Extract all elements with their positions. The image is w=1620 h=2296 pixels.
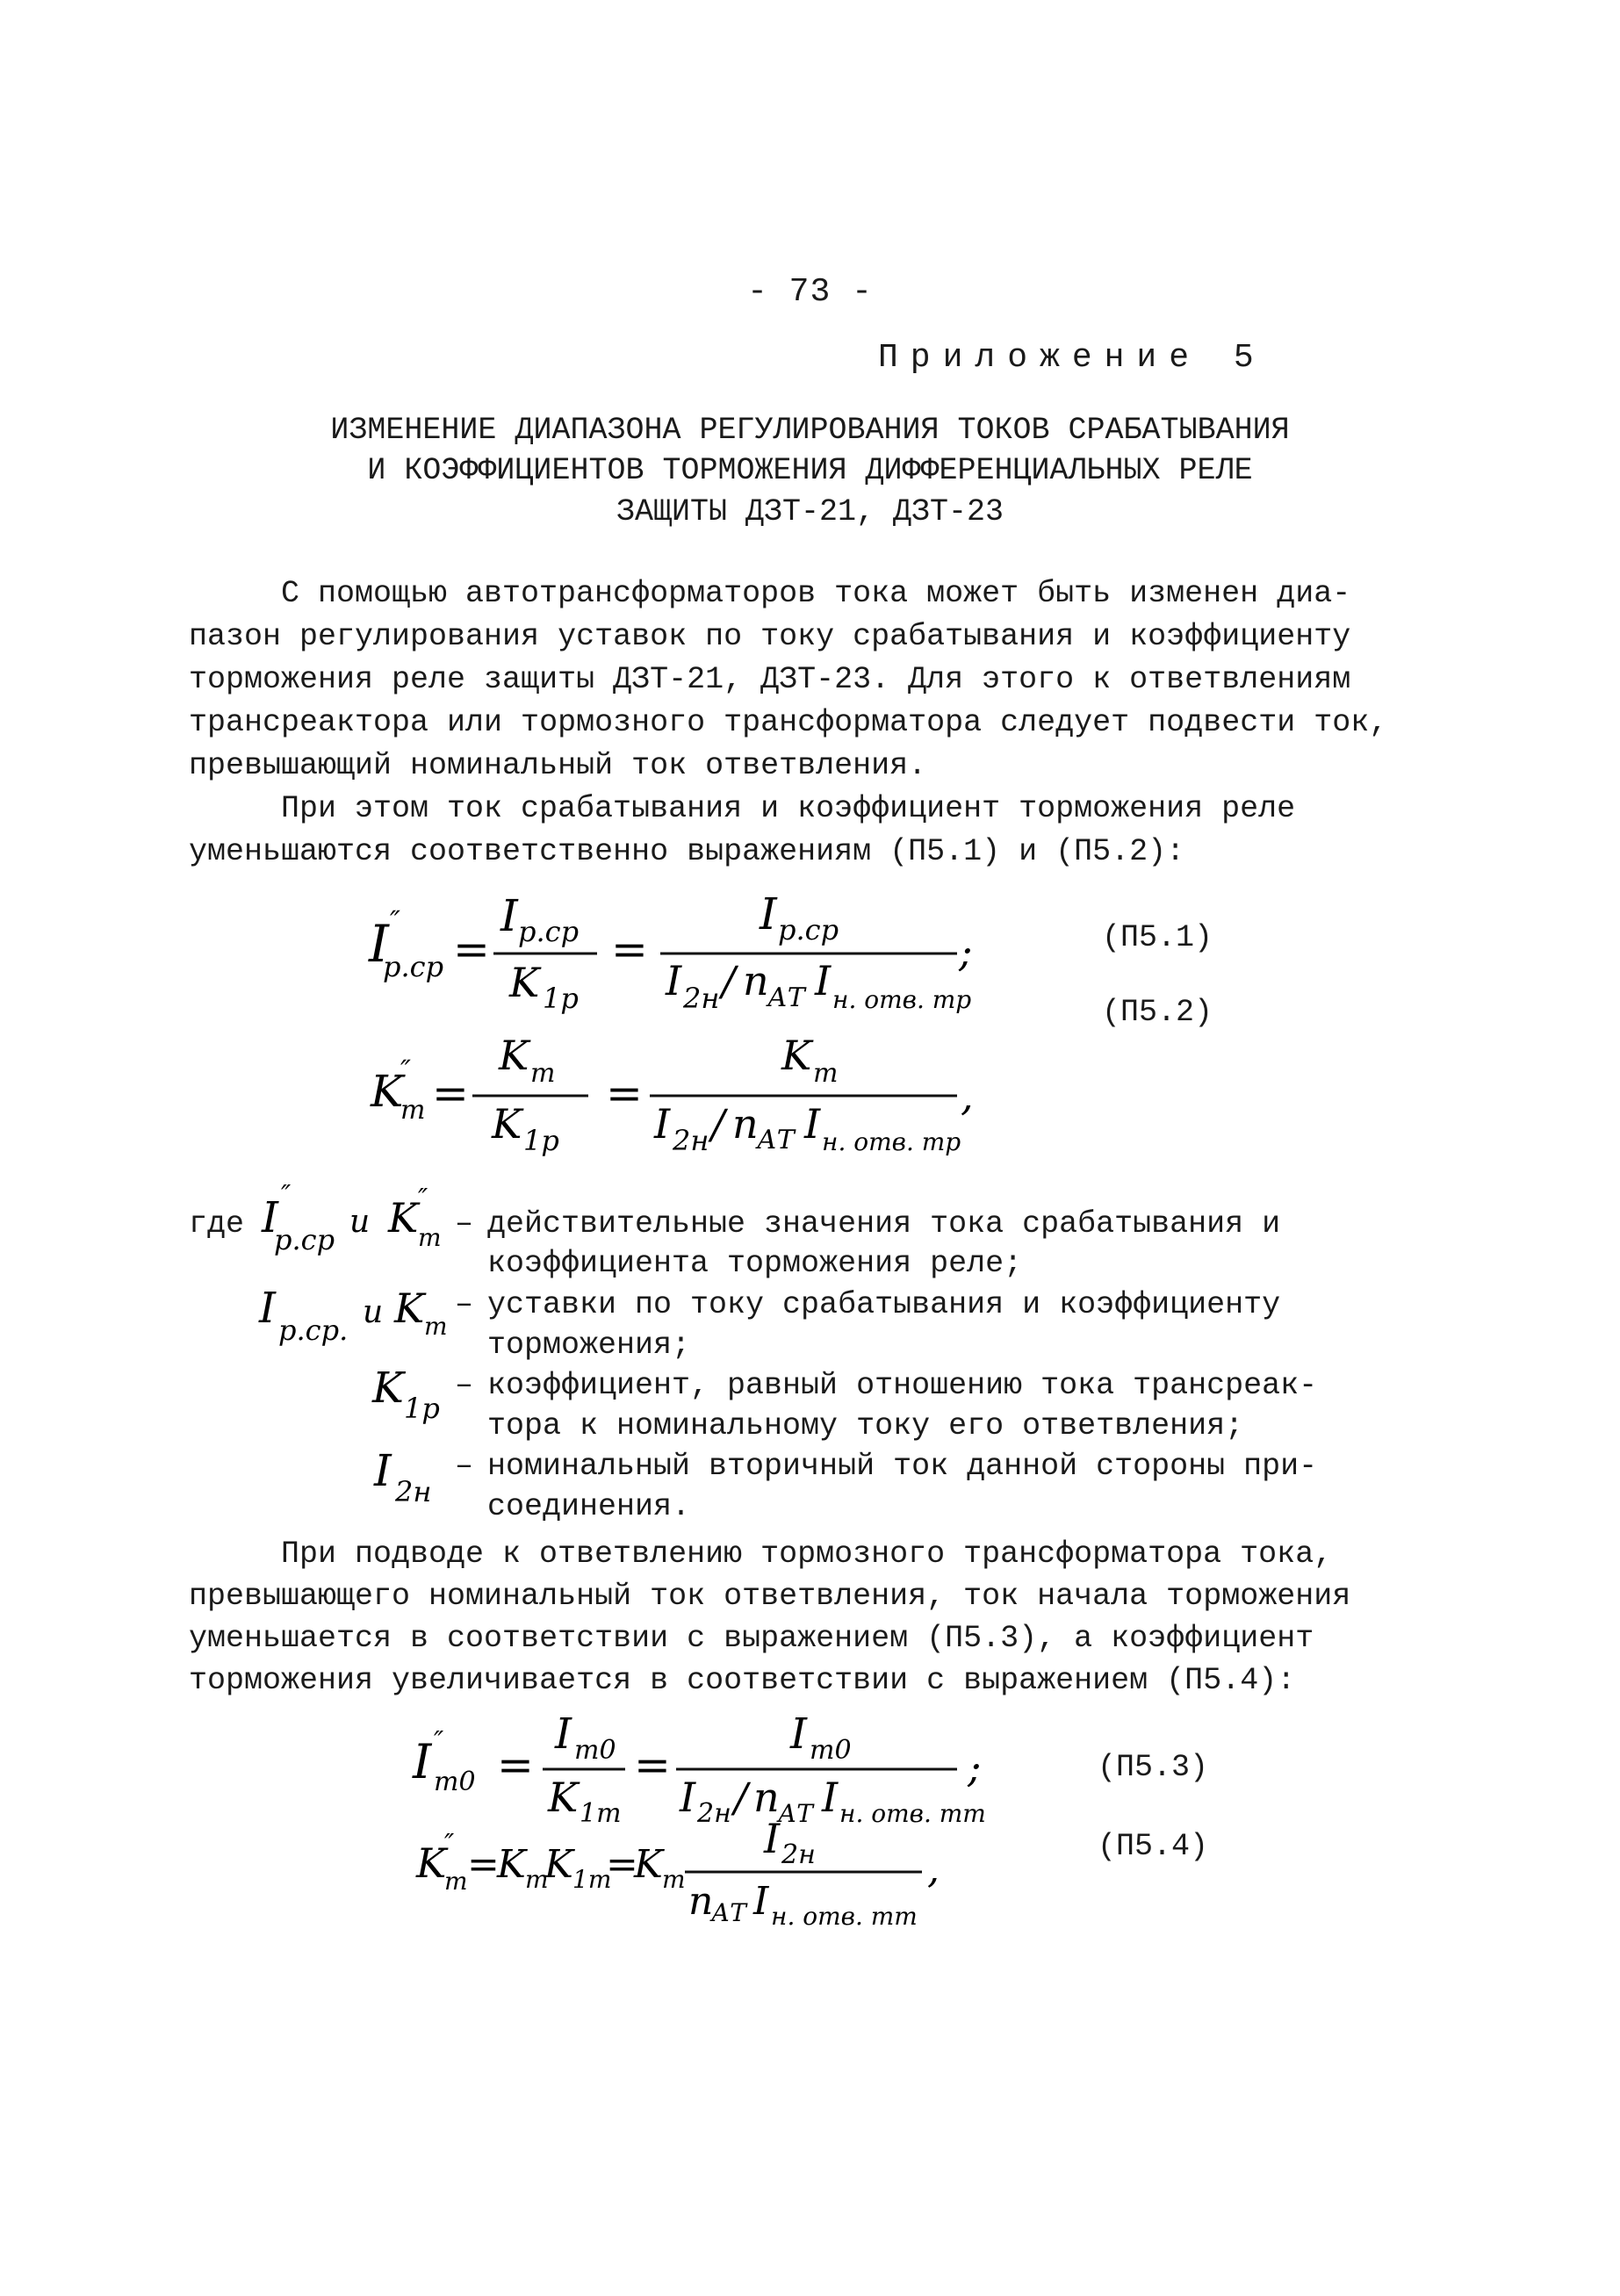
svg-text:н. отв. тр: н. отв. тр xyxy=(832,985,972,1014)
svg-text:р.ср: р.ср xyxy=(778,913,839,946)
title-line-2: И КОЭФФИЦИЕНТОВ ТОРМОЖЕНИЯ ДИФФЕРЕНЦИАЛЬНЫХ РЕЛЕ xyxy=(367,453,1253,488)
svg-text:I: I xyxy=(753,1879,769,1924)
svg-text:т: т xyxy=(530,1058,556,1089)
svg-text:I: I xyxy=(804,1100,821,1148)
p3-line-3: уменьшается в соответствии с выражением (П5.3), а коэффициент xyxy=(189,1621,1314,1656)
svg-text:″: ″ xyxy=(418,1184,428,1214)
appendix-label: Приложение 5 xyxy=(878,339,1266,377)
svg-text:1р: 1р xyxy=(523,1124,559,1157)
eq-label-p5-4: (П5.4) xyxy=(1098,1829,1209,1864)
svg-text:;: ; xyxy=(968,1744,982,1791)
formula-p5-4 xyxy=(395,1809,1010,1932)
svg-text:/: / xyxy=(711,1100,725,1148)
svg-text:K: K xyxy=(634,1842,663,1887)
svg-text:т: т xyxy=(444,1867,468,1896)
svg-text:I: I xyxy=(760,889,777,939)
svg-text:K: K xyxy=(492,1100,522,1148)
svg-text:I: I xyxy=(500,890,518,941)
p3-line-2: превышающего номинальный ток ответвления, ток начала торможения xyxy=(189,1579,1351,1614)
svg-text:″: ″ xyxy=(444,1829,455,1860)
svg-text:K: K xyxy=(416,1839,447,1887)
svg-text:/: / xyxy=(722,957,736,1004)
svg-text:K: K xyxy=(544,1842,573,1887)
svg-text:I: I xyxy=(790,1709,807,1759)
symbol-ircp-dot-and-kt xyxy=(250,1264,470,1361)
svg-text:р.ср: р.ср xyxy=(274,1223,335,1256)
svg-text:2н: 2н xyxy=(683,982,720,1015)
svg-text:1р: 1р xyxy=(404,1392,440,1425)
svg-text:K: K xyxy=(781,1032,812,1079)
svg-text:K: K xyxy=(509,959,540,1006)
svg-text:I: I xyxy=(680,1774,696,1821)
p1-line-2: пазон регулирования уставок по току срабатывания и коэффициенту xyxy=(189,619,1351,654)
p1-line-3: торможения реле защиты ДЗТ-21, ДЗТ-23. Для этого к ответвлениям xyxy=(189,662,1351,697)
def3-line-2: тора к номинальному току его ответвления; xyxy=(487,1408,1244,1443)
p2-line-2: уменьшаются соответственно выражениям (П5.1) и (П5.2): xyxy=(189,834,1185,869)
svg-text:т: т xyxy=(424,1312,448,1341)
svg-text:2н: 2н xyxy=(781,1839,816,1870)
svg-text:=: = xyxy=(432,1068,469,1119)
svg-text:I: I xyxy=(822,1774,839,1821)
eq-label-p5-3: (П5.3) xyxy=(1098,1750,1209,1785)
svg-text:I: I xyxy=(369,914,389,974)
title-line-1: ИЗМЕНЕНИЕ ДИАПАЗОНА РЕГУЛИРОВАНИЯ ТОКОВ СРАБАТЫВАНИЯ xyxy=(330,413,1290,448)
p3-line-1: При подводе к ответвлению тормозного трансформатора тока, xyxy=(281,1537,1333,1572)
svg-text:=: = xyxy=(467,1842,500,1887)
svg-text:K: K xyxy=(497,1842,526,1887)
svg-text:т: т xyxy=(662,1865,686,1894)
svg-text:I: I xyxy=(666,957,682,1004)
svg-text:и: и xyxy=(363,1294,384,1330)
svg-text:n: n xyxy=(753,1774,780,1821)
svg-text:I: I xyxy=(262,1193,278,1242)
svg-text:1р: 1р xyxy=(543,982,579,1015)
p1-line-5: превышающий номинальный ток ответвления. xyxy=(189,748,927,783)
svg-text:K: K xyxy=(371,1066,404,1117)
svg-text:и: и xyxy=(349,1204,371,1240)
svg-text:K: K xyxy=(372,1364,404,1413)
p1-line-4: трансреактора или тормозного трансформатора следует подвести ток, xyxy=(189,705,1388,740)
svg-text:т: т xyxy=(813,1058,839,1089)
def1-line-1: действительные значения тока срабатывания и xyxy=(487,1206,1281,1242)
svg-text:I: I xyxy=(259,1284,276,1333)
svg-text:K: K xyxy=(394,1285,425,1332)
svg-text:=: = xyxy=(634,1739,671,1790)
formula-p5-2 xyxy=(351,1018,1019,1159)
svg-text:″: ″ xyxy=(281,1180,292,1211)
svg-text:2н: 2н xyxy=(697,1798,731,1829)
svg-text:I: I xyxy=(764,1815,781,1862)
svg-text:n: n xyxy=(688,1879,714,1924)
svg-text:K: K xyxy=(499,1032,529,1079)
svg-text:K: K xyxy=(388,1194,419,1242)
def2-line-1: уставки по току срабатывания и коэффициенту xyxy=(487,1287,1281,1322)
def-dash-4: – xyxy=(455,1449,474,1484)
def3-line-1: коэффициент, равный отношению тока трансреак- xyxy=(487,1368,1318,1403)
svg-text:р.ср: р.ср xyxy=(518,915,580,948)
svg-text:″: ″ xyxy=(434,1726,444,1757)
title-line-3: ЗАЩИТЫ ДЗТ-21, ДЗТ-23 xyxy=(616,494,1004,529)
def4-line-2: соединения. xyxy=(487,1489,691,1524)
svg-text:т0: т0 xyxy=(574,1735,616,1766)
svg-text:1т: 1т xyxy=(580,1798,622,1829)
where-word: где xyxy=(189,1206,245,1242)
svg-text:I: I xyxy=(654,1100,671,1148)
svg-text:,: , xyxy=(961,1072,974,1119)
svg-text:n: n xyxy=(732,1100,759,1148)
svg-text:I: I xyxy=(374,1445,392,1496)
svg-text:″: ″ xyxy=(390,904,400,938)
svg-text:АТ: АТ xyxy=(757,1125,795,1155)
svg-text:,: , xyxy=(927,1847,940,1892)
def-dash-2: – xyxy=(455,1287,474,1322)
svg-text:I: I xyxy=(413,1734,432,1789)
p2-line-1: При этом ток срабатывания и коэффициент торможения реле xyxy=(281,791,1296,826)
symbol-k1p xyxy=(369,1348,457,1436)
svg-text:;: ; xyxy=(959,928,973,975)
svg-text:р.ср.: р.ср. xyxy=(278,1314,349,1347)
svg-text:н. отв. тр: н. отв. тр xyxy=(822,1127,961,1156)
svg-text:АТ: АТ xyxy=(711,1898,746,1927)
svg-text:=: = xyxy=(606,1068,643,1119)
svg-text:т0: т0 xyxy=(810,1735,852,1766)
svg-text:р.ср: р.ср xyxy=(383,950,444,983)
svg-text:2н: 2н xyxy=(395,1475,432,1508)
svg-text:=: = xyxy=(497,1739,534,1790)
def4-line-1: номинальный вторичный ток данной стороны при- xyxy=(487,1449,1318,1484)
svg-text:т: т xyxy=(525,1865,549,1894)
svg-text:″: ″ xyxy=(400,1054,411,1087)
def2-line-2: торможения; xyxy=(487,1328,691,1363)
def-dash-1: – xyxy=(455,1206,474,1242)
svg-text:/: / xyxy=(734,1774,748,1821)
svg-text:АТ: АТ xyxy=(778,1799,813,1828)
svg-text:т0: т0 xyxy=(434,1767,476,1797)
p1-line-1: С помощью автотрансформаторов тока может быть изменен диа- xyxy=(281,576,1351,611)
svg-text:=: = xyxy=(611,924,648,975)
svg-text:т: т xyxy=(418,1223,442,1252)
svg-text:1т: 1т xyxy=(572,1865,612,1894)
svg-text:n: n xyxy=(743,957,769,1004)
page-number: - 73 - xyxy=(747,273,873,311)
eq-label-p5-1: (П5.1) xyxy=(1102,920,1213,955)
symbol-ircp-and-kt xyxy=(255,1172,474,1269)
formula-p5-1 xyxy=(351,878,1019,1018)
svg-text:АТ: АТ xyxy=(767,982,805,1013)
svg-text:K: K xyxy=(548,1774,579,1821)
svg-text:I: I xyxy=(815,957,832,1004)
svg-text:н. отв. тт: н. отв. тт xyxy=(771,1902,918,1931)
svg-text:2н: 2н xyxy=(673,1124,709,1157)
svg-text:т: т xyxy=(400,1095,426,1126)
eq-label-p5-2: (П5.2) xyxy=(1102,995,1213,1030)
svg-text:I: I xyxy=(555,1709,572,1759)
p3-line-4: торможения увеличивается в соответствии с выражением (П5.4): xyxy=(189,1663,1296,1698)
symbol-i2n xyxy=(369,1431,457,1519)
svg-text:=: = xyxy=(606,1842,638,1887)
def1-line-2: коэффициента торможения реле; xyxy=(487,1246,1023,1281)
svg-text:=: = xyxy=(453,924,490,975)
def-dash-3: – xyxy=(455,1368,474,1403)
svg-text:н. отв. тт: н. отв. тт xyxy=(839,1799,986,1828)
